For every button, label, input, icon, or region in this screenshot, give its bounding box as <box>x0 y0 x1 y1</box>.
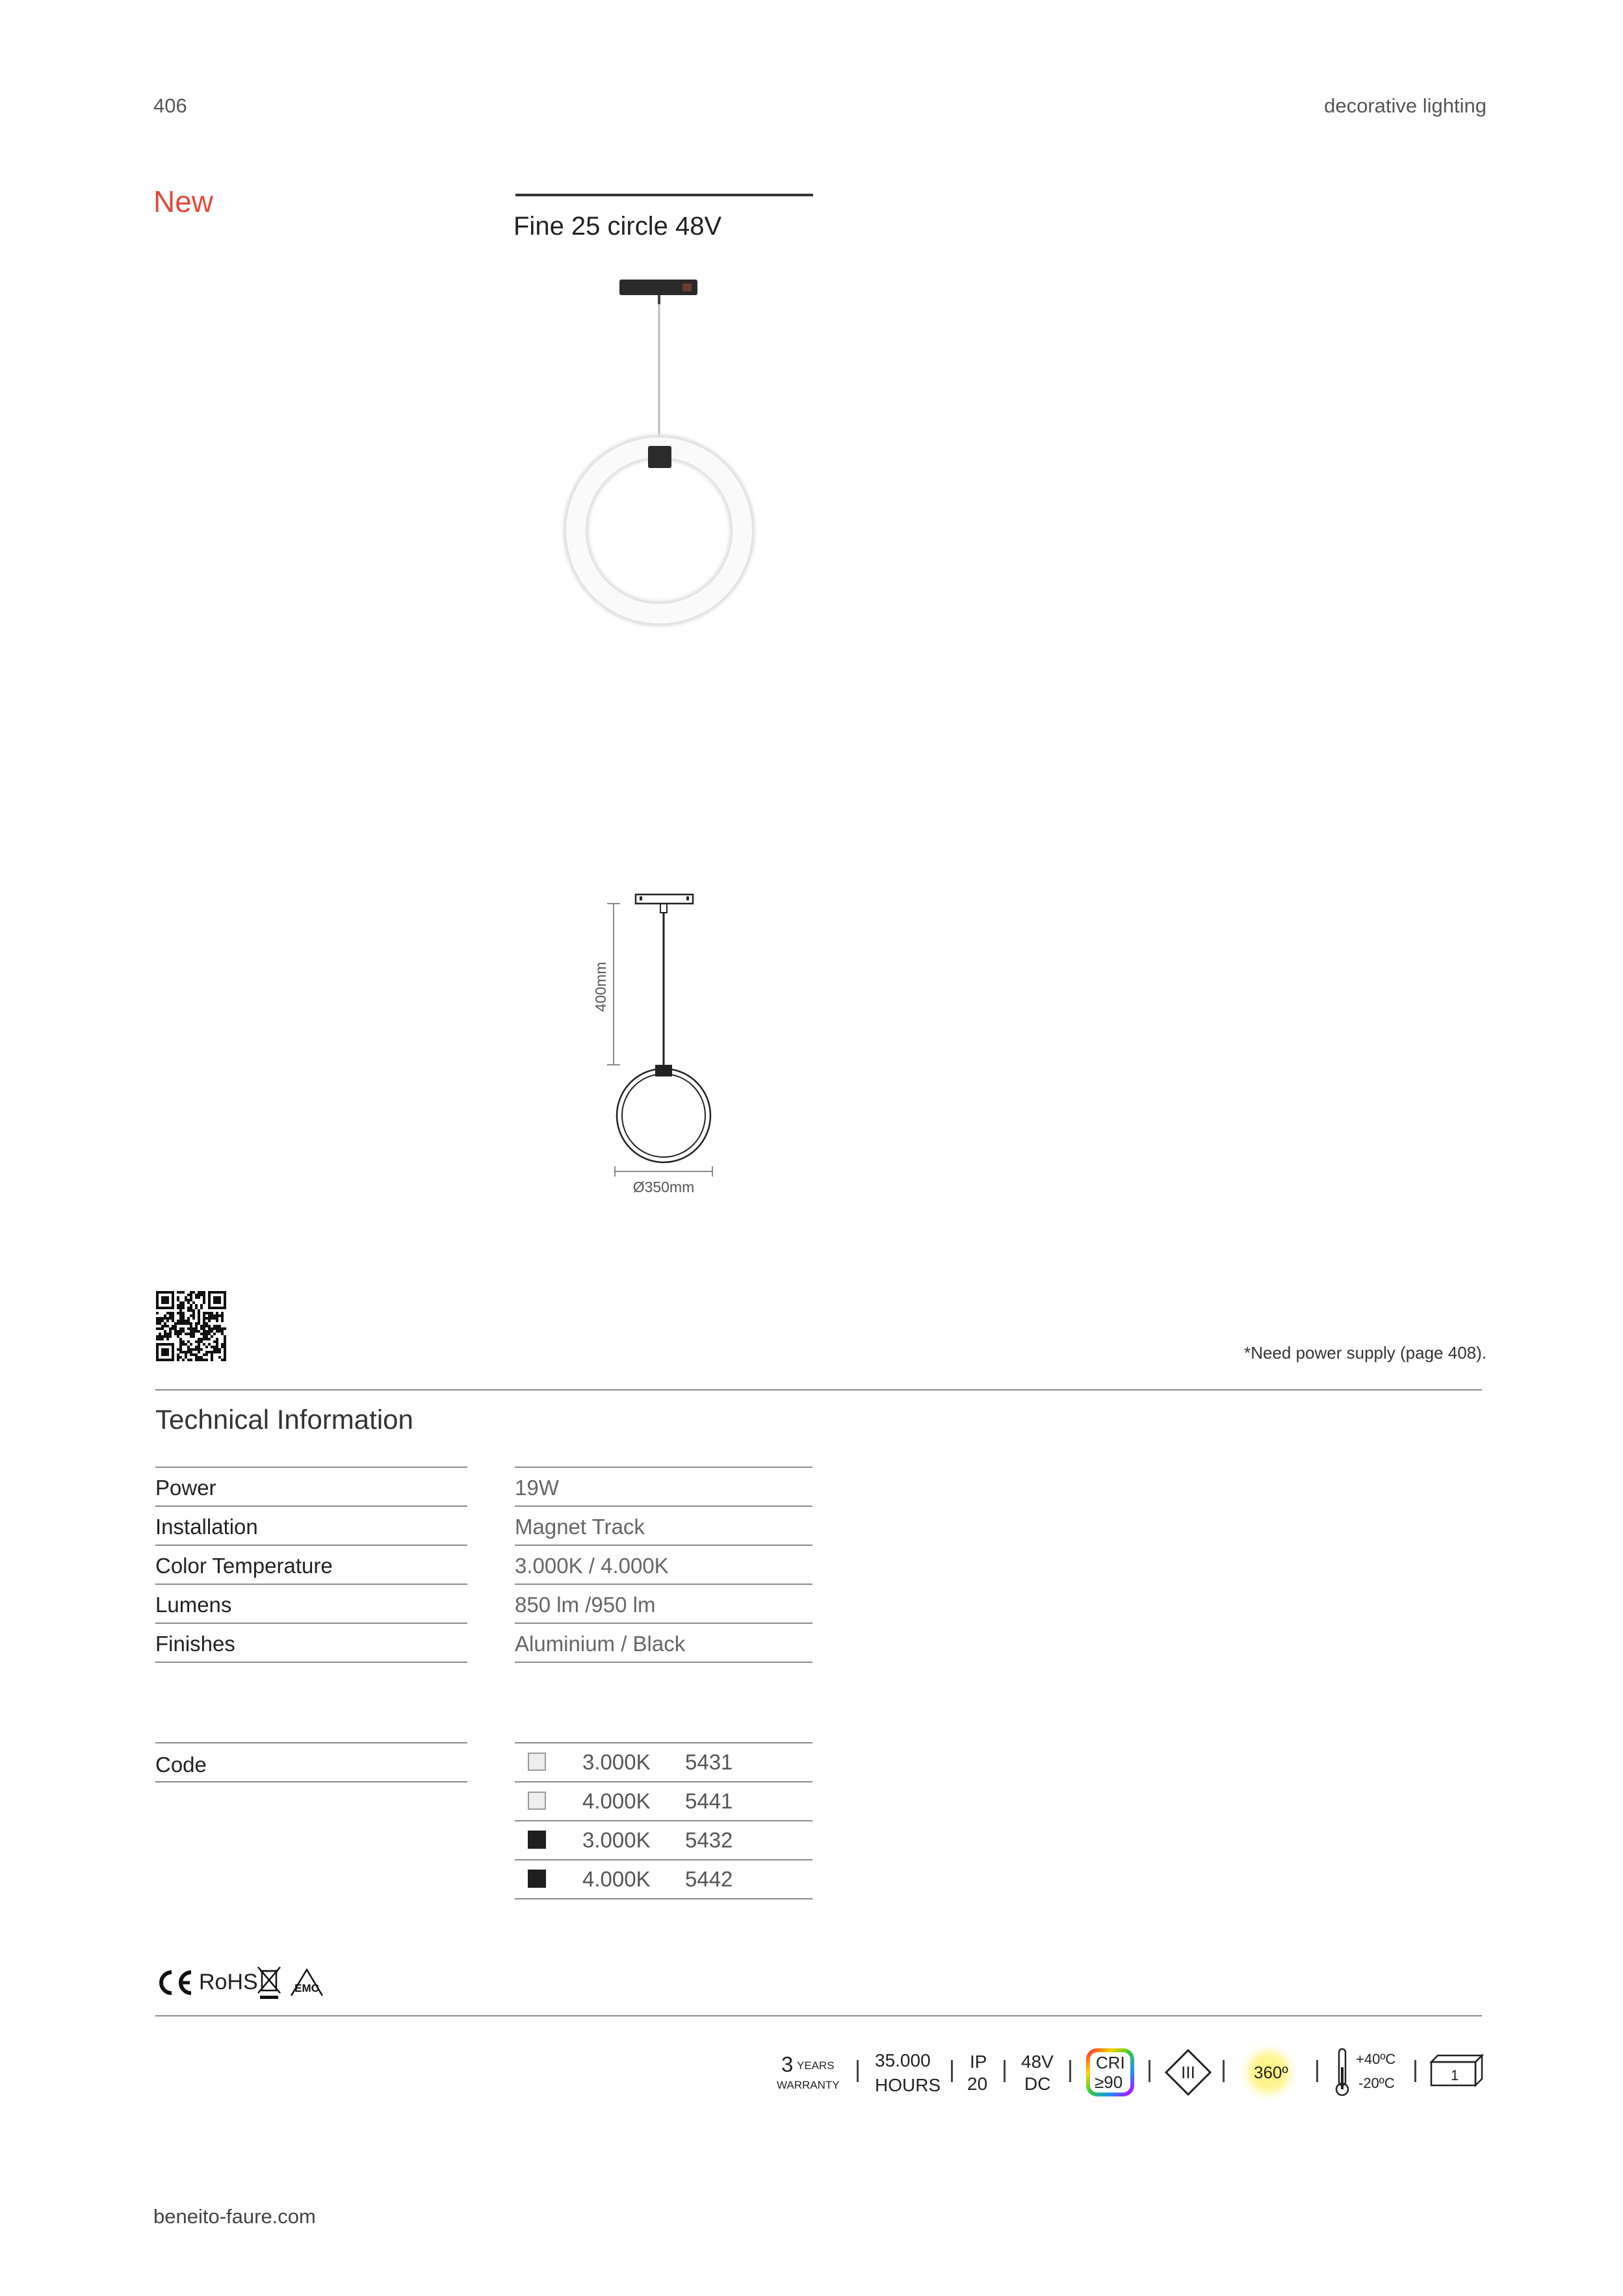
spec-value-color-temperature: 3.000K / 4.000K <box>515 1554 669 1578</box>
code-row <box>515 1743 812 1782</box>
certification-marks <box>155 1963 350 2002</box>
footer-website[interactable]: beneito-faure.com <box>153 2205 316 2228</box>
warranty-years: YEARS <box>797 2059 835 2072</box>
code-number: 5431 <box>685 1750 733 1774</box>
beam-angle: 360º <box>1254 2063 1288 2082</box>
code-temperature: 3.000K <box>582 1828 651 1852</box>
warranty-number: 3 <box>781 2052 794 2076</box>
electrical-class-icon <box>1163 2048 1213 2097</box>
code-number: 5441 <box>685 1789 733 1813</box>
ce-mark-icon <box>155 1968 195 1997</box>
section-divider <box>155 2015 1482 2016</box>
ip-rating: 20 <box>967 2074 988 2094</box>
code-number: 5442 <box>685 1867 733 1891</box>
code-row <box>515 1860 812 1899</box>
cri-value: ≥90 <box>1095 2072 1123 2092</box>
finish-swatch-black <box>528 1870 546 1888</box>
spec-value-installation: Magnet Track <box>515 1515 645 1539</box>
led-ring <box>576 447 742 614</box>
height-dimension: 400mm <box>592 961 609 1012</box>
product-title: Fine 25 circle 48V <box>513 212 722 241</box>
product-photo <box>559 267 767 631</box>
spec-label-lumens: Lumens <box>155 1593 232 1617</box>
spec-label-color-temperature: Color Temperature <box>155 1554 333 1578</box>
new-badge: New <box>153 185 214 218</box>
warranty-label: WARRANTY <box>777 2079 840 2091</box>
spec-label-installation: Installation <box>155 1515 258 1539</box>
spec-label-finishes: Finishes <box>155 1632 235 1656</box>
lifetime-hours-value: 35.000 <box>875 2050 931 2070</box>
technical-info-title: Technical Information <box>155 1404 413 1435</box>
voltage-type: DC <box>1024 2074 1051 2094</box>
temperature-min: -20ºC <box>1358 2075 1395 2091</box>
code-label: Code <box>155 1753 207 1777</box>
thermometer-icon <box>1334 2048 1351 2097</box>
qr-code[interactable] <box>156 1291 226 1361</box>
ring-connector <box>648 446 671 468</box>
code-row <box>515 1821 812 1860</box>
code-row <box>515 1782 812 1821</box>
title-rule <box>515 194 813 196</box>
temperature-max: +40ºC <box>1356 2051 1396 2067</box>
code-temperature: 4.000K <box>582 1867 651 1891</box>
voltage-value: 48V <box>1021 2052 1054 2072</box>
ip-label: IP <box>970 2052 987 2072</box>
page-number: 406 <box>153 94 187 117</box>
emc-icon <box>289 1967 325 1998</box>
svg-text:EMC: EMC <box>294 1982 319 1994</box>
section-title: decorative lighting <box>1324 94 1487 117</box>
finish-swatch-black <box>528 1831 546 1849</box>
diameter-dimension: Ø350mm <box>632 1179 695 1195</box>
finish-swatch-aluminium <box>528 1753 546 1771</box>
code-temperature: 3.000K <box>582 1750 651 1774</box>
spec-value-lumens: 850 lm /950 lm <box>515 1593 656 1617</box>
code-number: 5432 <box>685 1828 733 1852</box>
class-label: III <box>1181 2063 1195 2082</box>
rohs-mark: RoHS <box>199 1970 258 1994</box>
box-quantity: 1 <box>1451 2067 1459 2083</box>
cri-label: CRI <box>1096 2053 1125 2072</box>
weee-bin-icon <box>256 1964 282 2000</box>
power-supply-note: *Need power supply (page 408). <box>1244 1343 1487 1363</box>
spec-value-power: 19W <box>515 1476 559 1500</box>
finish-swatch-aluminium <box>528 1792 546 1810</box>
dimension-drawing <box>585 891 741 1203</box>
spec-label-power: Power <box>155 1476 216 1500</box>
lifetime-hours-label: HOURS <box>875 2075 941 2095</box>
spec-value-finishes: Aluminium / Black <box>515 1632 686 1656</box>
code-temperature: 4.000K <box>582 1789 651 1813</box>
section-divider <box>155 1389 1482 1390</box>
